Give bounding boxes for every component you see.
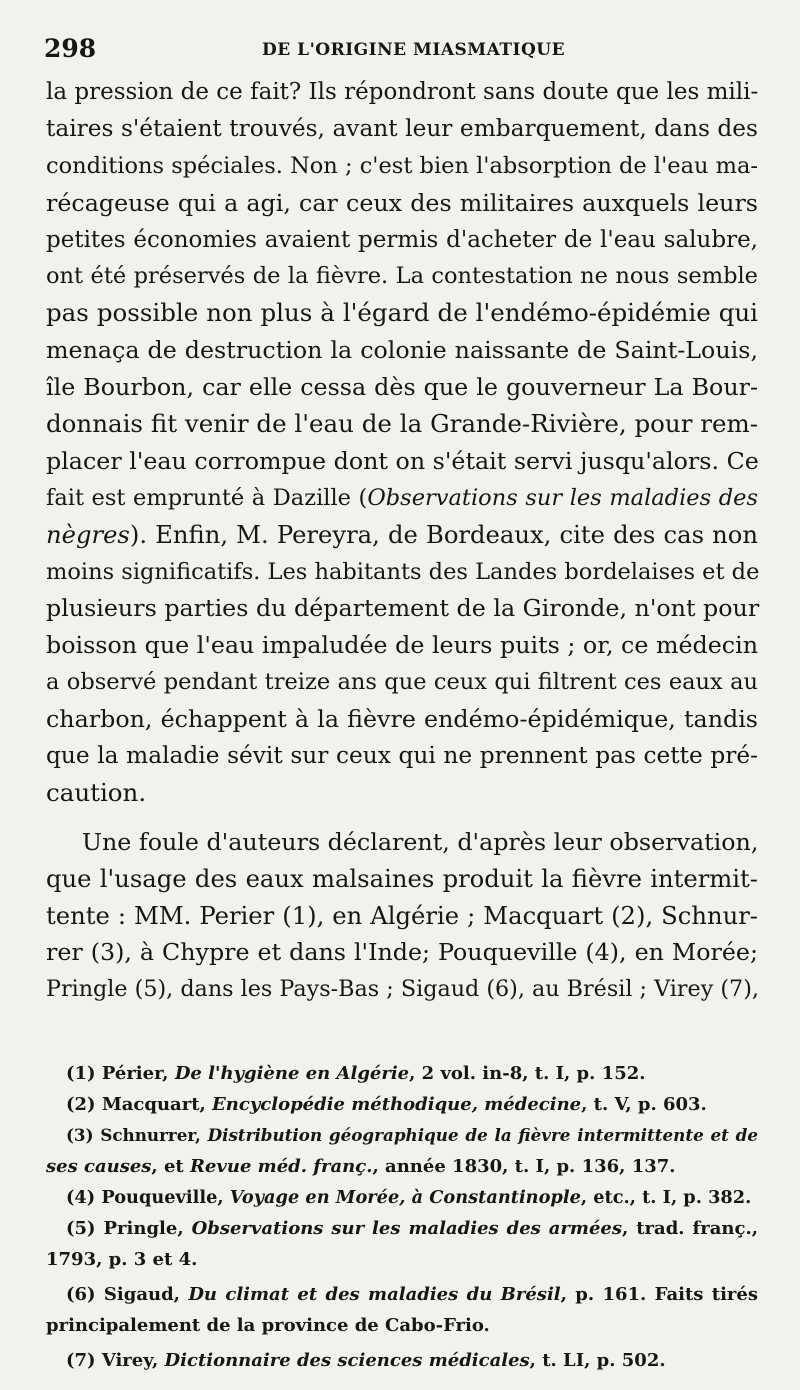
cited-title: Distribution géographique de la fièvre intermittente et de: [207, 1125, 758, 1145]
cited-title: Dictionnaire des sciences médicales: [164, 1350, 530, 1371]
text-run: , t. LI, p. 502.: [529, 1350, 666, 1371]
text-run: fait est emprunté à Dazille (: [46, 484, 368, 511]
text-line: boisson que l'eau impaludée de leurs puits ; or, ce médecin: [46, 631, 758, 660]
text-line: placer l'eau corrompue dont on s'était servi jusqu'alors. Ce: [46, 446, 759, 475]
footnote-3: [46, 1120, 758, 1151]
cited-title: nègres: [46, 519, 130, 549]
text-line: ont été préservés de la fièvre. La contestation ne nous semble: [46, 263, 758, 290]
text-run: , 2 vol. in-8, t. I, p. 152.: [409, 1063, 646, 1084]
footnote-5-cont: 1793, p. 3 et 4.: [46, 1249, 198, 1270]
text-line: charbon, échappent à la fièvre endémo-épidémique, tandis: [46, 705, 758, 734]
text-run: (3) Schnurrer,: [66, 1125, 208, 1145]
text-line: que la maladie sévit sur ceux qui ne prennent pas cette pré-: [46, 742, 758, 770]
footnote-5: [46, 1213, 758, 1244]
text-line: rer (3), à Chypre et dans l'Inde; Pouqueville (4), en Morée;: [46, 938, 758, 967]
cited-title: De l'hygiène en Algérie: [174, 1063, 410, 1084]
text-run: (1) Périer,: [66, 1063, 175, 1084]
footnote-7: [46, 1345, 758, 1376]
text-line: que l'usage des eaux malsaines produit la fièvre intermit-: [46, 863, 758, 893]
text-line: a observé pendant treize ans que ceux qui filtrent ces eaux au: [46, 669, 758, 696]
text-run: (2) Macquart,: [66, 1094, 213, 1115]
footnotes: [46, 1058, 758, 1376]
cited-title: Observations sur les maladies des: [367, 484, 758, 511]
text-line: taires s'étaient trouvés, avant leur embarquement, dans des: [46, 114, 758, 142]
cited-title: Encyclopédie méthodique, médecine: [212, 1094, 582, 1115]
text-run: (7) Virey,: [66, 1350, 165, 1371]
text-run: , année 1830, t. I, p. 136, 137.: [372, 1156, 676, 1177]
cited-title: Observations sur les maladies des armées: [191, 1218, 622, 1239]
text-run: , t. V, p. 603.: [581, 1094, 707, 1115]
text-run: (6) Sigaud,: [66, 1284, 189, 1305]
text-run: , etc., t. I, p. 382.: [580, 1187, 752, 1208]
cited-title: ses causes: [46, 1156, 152, 1177]
text-line: [46, 517, 758, 554]
cited-title: Voyage en Morée, à Constantinople: [229, 1187, 581, 1208]
text-line: [46, 480, 758, 517]
text-line: récageuse qui a agi, car ceux des militaires auxquels leurs: [46, 188, 758, 217]
text-run: , p. 161. Faits tirés: [560, 1284, 758, 1305]
text-run: ). Enfin, M. Pereyra, de Bordeaux, cite des cas non: [129, 519, 758, 549]
text-line: donnais fit venir de l'eau de la Grande-Rivière, pour rem-: [46, 409, 758, 439]
text-line: tente : MM. Perier (1), en Algérie ; Macquart (2), Schnur-: [46, 900, 758, 930]
footnote-2: [46, 1089, 758, 1120]
text-line: petites économies avaient permis d'acheter de l'eau salubre,: [46, 226, 758, 253]
text-line: plusieurs parties du département de la Gironde, n'ont pour: [46, 594, 760, 623]
running-head: DE L'ORIGINE MIASMATIQUE: [262, 40, 566, 60]
text-line: menaça de destruction la colonie naissante de Saint-Louis,: [46, 336, 758, 365]
text-line: la pression de ce fait? Ils répondront sans doute que les mili-: [46, 79, 759, 105]
page-header: [44, 34, 760, 66]
text-line: pas possible non plus à l'égard de l'endémo-épidémie qui: [46, 298, 758, 328]
text-run: , trad. franç.,: [622, 1218, 758, 1239]
page-number: 298: [44, 34, 97, 63]
cited-title: Revue méd. franç.: [190, 1156, 373, 1177]
main-text: [46, 74, 758, 1008]
text-line: moins significatifs. Les habitants des Landes bordelaises et de: [46, 558, 760, 585]
footnote-1: [46, 1058, 758, 1089]
text-line: caution.: [46, 777, 147, 807]
cited-title: Du climat et des maladies du Brésil: [188, 1284, 561, 1305]
text-run: (4) Pouqueville,: [66, 1187, 230, 1208]
text-line: Une foule d'auteurs déclarent, d'après leur observation,: [82, 827, 759, 856]
footnote-3-cont: [46, 1151, 758, 1182]
footnote-4: [46, 1182, 758, 1213]
text-run: , et: [151, 1156, 190, 1177]
text-line: Pringle (5), dans les Pays-Bas ; Sigaud (6), au Brésil ; Virey (7),: [46, 976, 759, 1003]
text-line: île Bourbon, car elle cessa dès que le gouverneur La Bour-: [46, 373, 758, 402]
footnote-6-cont: principalement de la province de Cabo-Frio.: [46, 1315, 490, 1336]
text-run: (5) Pringle,: [66, 1218, 192, 1239]
footnote-6: [46, 1279, 758, 1310]
text-line: conditions spéciales. Non ; c'est bien l'absorption de l'eau ma-: [46, 152, 758, 179]
